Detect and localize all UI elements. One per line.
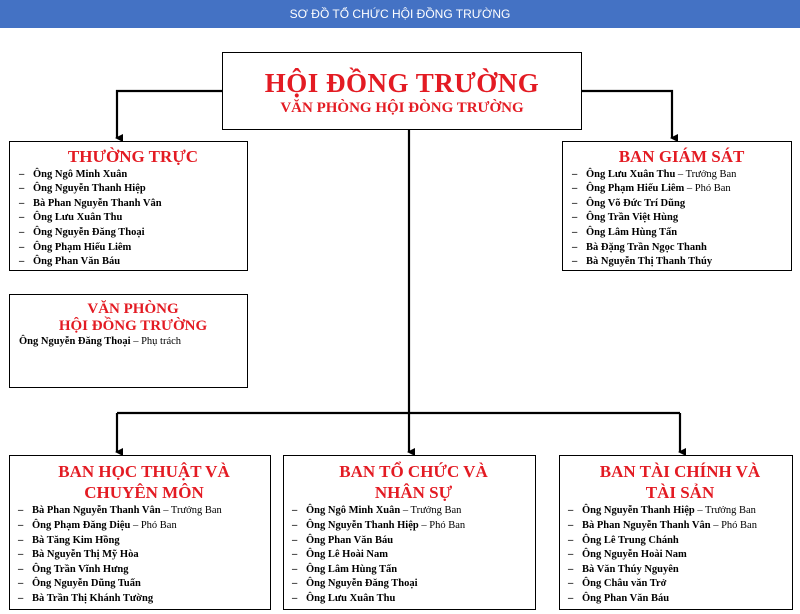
bullet-dash: – [292,592,298,604]
member-name: Ông Nguyễn Đăng Thoại [306,578,418,590]
member-item [292,534,535,549]
member-item [19,197,247,212]
bullet-dash: – [568,563,574,575]
bullet-dash: – [19,256,25,268]
member-item [572,182,791,197]
bullet-dash: – [568,534,574,546]
bullet-dash: – [18,563,24,575]
member-item [18,519,270,534]
bullet-dash: – [18,578,24,590]
member-item [568,534,792,549]
bullet-dash: – [572,241,578,253]
hoi-dong-truong-box [222,52,582,130]
member-item [292,592,535,607]
ban-hoc-thuat-title-line2: CHUYÊN MÔN [84,482,204,502]
thuong-truc-box [9,141,248,271]
member-item [572,197,791,212]
member-name: Bà Nguyễn Thị Mỹ Hòa [32,549,139,561]
bullet-dash: – [19,227,25,239]
member-name: Bà Trần Thị Khánh Tường [32,592,154,604]
bullet-dash: – [292,549,298,561]
van-phong-title-line2: HỘI ĐỒNG TRƯỜNG [58,317,208,334]
member-item [18,563,270,578]
ban-to-chuc-title-line1: BAN TỔ CHỨC VÀ [339,462,488,481]
member-item [19,255,247,270]
member-item [568,519,792,534]
member-name: Ông Nguyễn Dũng Tuấn [32,578,141,590]
member-name: Ông Nguyễn Thanh Hiệp [582,505,695,517]
member-role: – Phó Ban [684,183,731,195]
member-item [568,548,792,563]
member-name: Ông Trần Việt Hùng [586,212,679,224]
bullet-dash: – [18,519,24,531]
bullet-dash: – [568,519,574,531]
bullet-dash: – [568,578,574,590]
van-phong-responsible [19,336,247,347]
ban-giam-sat-title: BAN GIÁM SÁT [618,147,745,166]
member-name: Ông Lưu Xuân Thu [306,592,396,604]
member-name: Ông Lê Trung Chánh [582,534,679,546]
bullet-dash: – [572,168,578,180]
member-name: Ông Lê Hoài Nam [306,549,388,561]
ban-tai-chinh-title-line1: BAN TÀI CHÍNH VÀ [599,462,761,481]
member-list [19,168,247,270]
bullet-dash: – [292,563,298,575]
member-role: – Phó Ban [130,519,177,531]
bullet-dash: – [19,168,25,180]
member-name: Ông Phạm Hiếu Liêm [33,241,132,253]
member-name: Ông Nguyễn Hoài Nam [582,549,687,561]
member-item [18,534,270,549]
member-name: Ông Ngô Minh Xuân [306,505,401,517]
member-list [568,504,792,606]
bullet-dash: – [19,212,25,224]
member-item [568,592,792,607]
member-item [19,168,247,183]
member-item [572,255,791,270]
member-role: – Phó Ban [418,519,466,531]
member-name: Bà Phan Nguyễn Thanh Vân [582,519,711,531]
member-item [19,182,247,197]
member-name: Ông Nguyễn Đăng Thoại [33,227,145,239]
member-item [572,168,791,183]
member-item [568,563,792,578]
bullet-dash: – [572,256,578,268]
member-item [568,577,792,592]
bullet-dash: – [568,592,574,604]
member-name: Ông Châu văn Trở [582,578,667,590]
bullet-dash: – [572,183,578,195]
member-item [18,504,270,519]
member-name: Ông Phan Văn Báu [33,256,121,268]
member-role: – Trưởng Ban [400,505,462,517]
member-list [572,168,791,270]
member-name: Ông Trần Vĩnh Hưng [32,563,129,575]
member-list [18,504,270,606]
member-name: Ông Phan Văn Báu [306,534,394,546]
member-item [19,241,247,256]
member-item [568,504,792,519]
member-name: Ông Võ Đức Trí Dũng [586,197,686,209]
member-role: – Trưởng Ban [675,168,737,180]
bullet-dash: – [18,592,24,604]
bullet-dash: – [292,534,298,546]
member-role: – Trưởng Ban [160,505,222,517]
member-name: Ông Ngô Minh Xuân [33,168,128,180]
member-item [19,211,247,226]
ban-tai-chinh-title-line2: TÀI SẢN [645,482,715,502]
bullet-dash: – [572,227,578,239]
member-name: Ông Phạm Hiếu Liêm [586,183,685,195]
member-name: Bà Nguyễn Thị Thanh Thúy [586,256,713,268]
member-item [572,211,791,226]
bullet-dash: – [568,549,574,561]
member-item [292,563,535,578]
bullet-dash: – [19,241,25,253]
ban-to-chuc-box [283,455,536,610]
bullet-dash: – [19,197,25,209]
ban-giam-sat-box [562,141,792,271]
bullet-dash: – [292,505,298,517]
thuong-truc-title: THƯỜNG TRỰC [67,147,199,166]
member-name: Ông Nguyễn Thanh Hiệp [306,519,419,531]
bullet-dash: – [18,534,24,546]
member-role: – Phó Ban [710,519,757,531]
bullet-dash: – [292,519,298,531]
member-item [572,226,791,241]
van-phong-title-line1: VĂN PHÒNG [87,301,179,317]
ban-hoc-thuat-box [9,455,271,610]
member-item [18,548,270,563]
member-name: Ông Phan Văn Báu [582,592,670,604]
root-title: HỘI ĐỒNG TRƯỜNG [264,68,540,98]
member-name: Bà Phan Nguyễn Thanh Vân [33,197,162,209]
member-item [18,577,270,592]
bullet-dash: – [18,505,24,517]
bullet-dash: – [572,197,578,209]
bullet-dash: – [292,578,298,590]
member-item [292,577,535,592]
responsible-role: – Phụ trách [130,336,182,347]
bullet-dash: – [572,212,578,224]
member-item [18,592,270,607]
member-name: Ông Lưu Xuân Thu [33,212,123,224]
member-name: Ông Phạm Đăng Diệu [32,519,131,531]
member-name: Ông Lâm Hùng Tấn [306,563,398,575]
member-item [292,504,535,519]
bullet-dash: – [19,183,25,195]
van-phong-box [9,294,248,388]
member-role: – Trưởng Ban [694,505,756,517]
connector-root-right [582,91,672,138]
connector-root-left [117,91,222,138]
member-name: Ông Lưu Xuân Thu [586,168,676,180]
member-item [292,548,535,563]
member-item [572,241,791,256]
member-item [19,226,247,241]
ban-hoc-thuat-title-line1: BAN HỌC THUẬT VÀ [58,462,230,481]
member-name: Bà Tăng Kim Hồng [32,534,120,546]
ban-tai-chinh-box [559,455,793,610]
member-name: Ông Nguyễn Thanh Hiệp [33,183,146,195]
member-name: Bà Văn Thúy Nguyên [582,563,679,575]
member-name: Bà Phan Nguyễn Thanh Vân [32,505,161,517]
page-title: SƠ ĐỒ TỔ CHỨC HỘI ĐỒNG TRƯỜNG [289,7,511,21]
bullet-dash: – [18,549,24,561]
responsible-name: Ông Nguyễn Đăng Thoại [19,336,131,347]
member-list [292,504,535,606]
bullet-dash: – [568,505,574,517]
member-item [292,519,535,534]
member-name: Bà Đặng Trần Ngọc Thanh [586,241,707,253]
ban-to-chuc-title-line2: NHÂN SỰ [374,482,453,502]
root-subtitle: VĂN PHÒNG HỘI ĐÒNG TRƯỜNG [280,99,524,116]
member-name: Ông Lâm Hùng Tấn [586,227,678,239]
